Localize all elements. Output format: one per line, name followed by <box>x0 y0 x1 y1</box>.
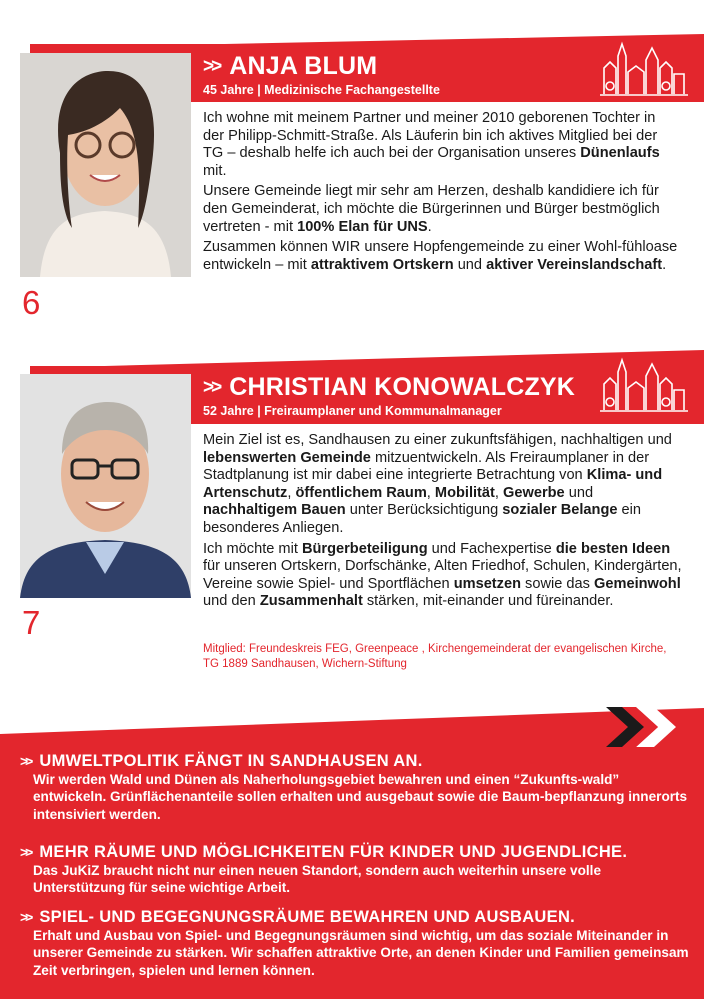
bio-emphasis: Gemeinwohl <box>594 575 681 592</box>
bio-text: Unsere Gemeinde liegt mir sehr am Herzen, deshalb kandidiere ich für den Gemeinderat, ich möchte die Bürgerinnen und Bürger bestmöglich vertreten - mit <box>203 183 660 235</box>
bio-text: ein besonderes Anliegen. <box>203 502 642 536</box>
topic-3-text: Erhalt und Ausbau von Spiel- und Begegnungsräumen sind wichtig, um das soziale Miteinander in unserer Gemeinde zu stärken. Wir schaffen attraktive Orte, an denen Kinder und Familien gemeinsam Zeit verbringen, spielen und lernen können. <box>33 928 689 978</box>
double-chevron-icon: >> <box>20 909 31 925</box>
double-chevron-icon: >> <box>203 56 220 77</box>
bio-emphasis: öffentlichem Raum <box>295 484 427 501</box>
double-chevron-icon: >> <box>20 753 31 769</box>
bio-text: und Fachexpertise <box>427 540 556 557</box>
double-chevron-icon: >> <box>20 844 31 860</box>
bio-text: mitzuentwickeln. Als Freiraumplaner in der Stadtplanung ist mir dabei eine integrierte Betrachtung von <box>203 449 650 484</box>
topic-3-heading: SPIEL- UND BEGEGNUNGSRÄUME BEWAHREN UND AUSBAUEN. <box>39 908 576 926</box>
candidate-6-bio <box>203 110 678 277</box>
bio-emphasis: Zusammenhalt <box>259 593 363 610</box>
topic-1-heading: UMWELTPOLITIK FÄNGT IN SANDHAUSEN AN. <box>39 752 423 770</box>
bio-paragraph <box>203 432 683 538</box>
bio-emphasis: nachhaltigem Bauen <box>203 502 346 519</box>
topic-2-text: Das JuKiZ braucht nicht nur einen neuen Standort, sondern auch weiterhin unsere volle Unterstützung für seine wichtige Arbeit. <box>33 863 602 896</box>
bio-text: Ich wohne mit meinem Partner und meiner 2010 geborenen Tochter in der Philipp-Schmitt-Straße. Als Läuferin bin ich aktives Mitglied bei der TG – deshalb helfe ich auch bei der Organisation unseres <box>203 110 658 162</box>
bio-text: , <box>426 484 435 501</box>
bio-text: und den <box>203 593 260 610</box>
candidate-6-number: 6 <box>22 284 41 321</box>
candidate-6-photo <box>20 53 191 277</box>
candidate-7-subtitle: 52 Jahre | Freiraumplaner und Kommunalmanager <box>203 404 502 418</box>
topic-1-text: Wir werden Wald und Dünen als Naherholungsgebiet bewahren und einen “Zukunfts-wald” entwickeln. Grünflächenanteile sollen erhalten und ausgebaut sowie die Baum-bepflanzung innerorts intensiviert werden. <box>33 772 688 822</box>
topic-2-heading: MEHR RÄUME UND MÖGLICHKEITEN FÜR KINDER UND JUGENDLICHE. <box>39 843 628 861</box>
bio-text: sowie das <box>521 575 595 592</box>
large-double-arrow-icon <box>606 707 684 747</box>
portrait-woman-icon <box>20 53 191 277</box>
bio-text: und <box>564 484 594 501</box>
town-skyline-icon <box>600 38 688 98</box>
bio-text: . <box>427 218 432 235</box>
candidate-7-bio <box>203 432 683 614</box>
double-chevron-icon: >> <box>203 377 220 398</box>
candidate-7-photo <box>20 374 191 598</box>
bio-text: . <box>662 256 667 273</box>
bio-emphasis: attraktivem Ortskern <box>310 256 454 273</box>
bio-emphasis: sozialer Belange <box>502 502 618 519</box>
bio-emphasis: Bürgerbeteiligung <box>301 540 428 557</box>
candidate-6-subtitle: 45 Jahre | Medizinische Fachangestellte <box>203 83 440 97</box>
bio-emphasis: Gewerbe <box>503 484 565 501</box>
candidate-7-name <box>203 373 575 402</box>
topic-1 <box>20 752 690 823</box>
bio-text: für unseren Ortskern, Dorfschänke, Alten Friedhof, Schulen, Kindergärten, Vereine sowie Spiel- und Sportflächen <box>203 558 682 592</box>
portrait-man-icon <box>20 374 191 598</box>
bio-text: mit. <box>203 162 227 179</box>
candidate-7-name-text: CHRISTIAN KONOWALCZYK <box>229 373 576 401</box>
bio-emphasis: Dünenlaufs <box>580 145 660 162</box>
town-skyline-icon <box>600 354 688 414</box>
bio-text: und <box>453 256 487 273</box>
bio-text: Mein Ziel ist es, Sandhausen zu einer zukunftsfähigen, nachhaltigen und <box>203 432 672 448</box>
bio-emphasis: aktiver Vereinslandschaft <box>486 256 663 273</box>
bio-text: stärken, mit-einander und füreinander. <box>362 593 614 610</box>
bio-emphasis: Klima- und Artenschutz <box>203 467 663 501</box>
bio-paragraph <box>203 110 678 180</box>
candidate-7-membership: Mitglied: Freundeskreis FEG, Greenpeace , Kirchengemeinderat der evangelischen Kirche, TG 1889 Sandhausen, Wichern-Stiftung <box>203 643 667 670</box>
topic-2 <box>20 843 690 897</box>
bio-text: , <box>287 484 296 501</box>
bio-paragraph <box>203 541 683 611</box>
candidate-6-name-text: ANJA BLUM <box>229 52 378 80</box>
candidate-6-name <box>203 52 377 81</box>
bio-text: Zusammen können WIR unsere Hopfengemeinde zu einer Wohl-fühloase entwickeln – mit <box>203 239 678 273</box>
topic-3 <box>20 908 690 979</box>
candidate-7-number: 7 <box>22 604 41 641</box>
bio-emphasis: 100% Elan für UNS <box>297 218 428 235</box>
bio-emphasis: Mobilität <box>434 484 495 501</box>
bio-emphasis: lebenswerten Gemeinde <box>203 449 371 466</box>
bio-text: unter Berücksichtigung <box>345 502 503 519</box>
bio-emphasis: die besten Ideen <box>555 540 671 557</box>
bio-paragraph <box>203 183 678 236</box>
bio-emphasis: umsetzen <box>453 575 521 592</box>
bio-paragraph <box>203 239 678 274</box>
bio-text: , <box>494 484 504 501</box>
bio-text: Ich möchte mit <box>203 540 302 557</box>
